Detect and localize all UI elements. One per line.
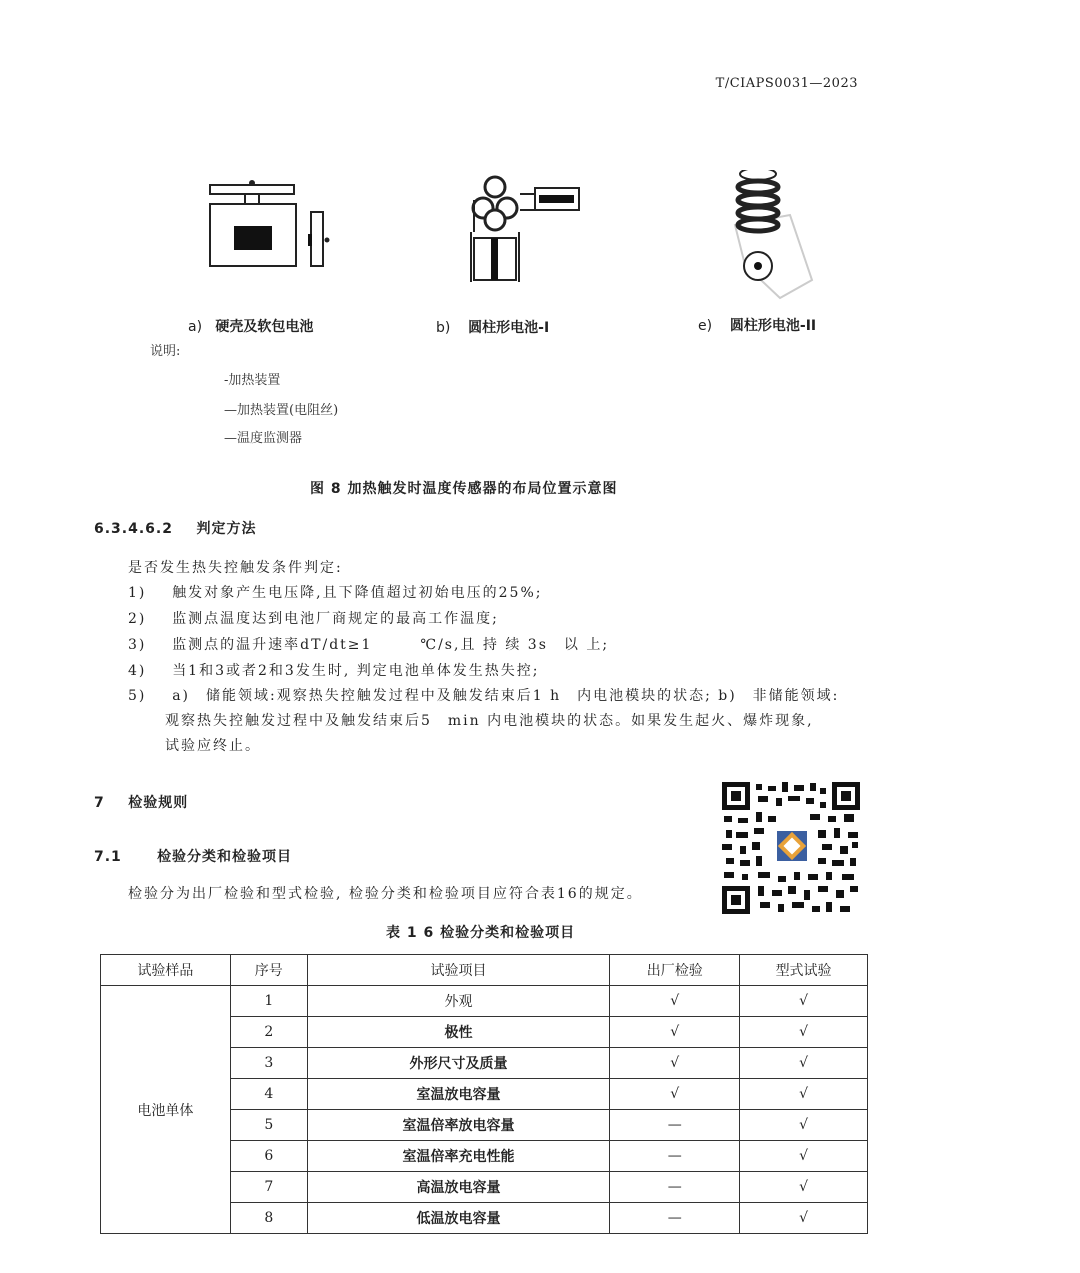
figure-label-e <box>698 315 816 335</box>
legend-item: —加热装置(电阻丝) <box>224 403 339 418</box>
list-number: 1) <box>128 585 147 601</box>
col-header-no: 序号 <box>230 955 307 986</box>
cell-factory: — <box>610 1110 740 1141</box>
cell-factory: — <box>610 1203 740 1234</box>
cell-no: 3 <box>230 1048 307 1079</box>
cylindrical-cell-i-drawing <box>471 177 579 282</box>
list-text: 当1和3或者2和3发生时, 判定电池单体发生热失控; <box>172 663 540 679</box>
figure-diagram <box>190 170 850 305</box>
list-text: 监测点的温升速率dT/dt≥1 ℃/s,且 持 续 3s 以 上; <box>172 637 610 653</box>
list-item <box>128 608 499 628</box>
table-row <box>101 986 868 1017</box>
cell-type: √ <box>740 986 868 1017</box>
cell-item: 高温放电容量 <box>307 1172 610 1203</box>
section-intro: 是否发生热失控触发条件判定: <box>128 560 343 576</box>
label-text: 硬壳及软包电池 <box>215 319 314 335</box>
cell-type: √ <box>740 1048 868 1079</box>
cell-item: 室温倍率放电容量 <box>307 1110 610 1141</box>
list-number: 3) <box>128 637 147 653</box>
group-cell: 电池单体 <box>101 986 231 1234</box>
cell-item: 极性 <box>307 1017 610 1048</box>
section-heading-6 <box>94 518 256 538</box>
cell-factory: — <box>610 1141 740 1172</box>
section-paragraph: 检验分为出厂检验和型式检验, 检验分类和检验项目应符合表16的规定。 <box>128 886 643 902</box>
table-title: 表 1 6 检验分类和检验项目 <box>386 925 576 941</box>
cell-item: 外形尺寸及质量 <box>307 1048 610 1079</box>
label-letter: a) <box>188 319 203 335</box>
cell-type: √ <box>740 1203 868 1234</box>
label-letter: e) <box>698 318 713 334</box>
section-heading-7 <box>94 792 188 812</box>
list-item <box>128 685 839 705</box>
legend-item: -加热装置 <box>224 373 281 388</box>
cell-item: 室温放电容量 <box>307 1079 610 1110</box>
label-text: 圆柱形电池-I <box>468 320 550 336</box>
section-number: 7 <box>94 795 105 811</box>
list-number: 5) <box>128 688 147 704</box>
cell-type: √ <box>740 1017 868 1048</box>
section-number: 6.3.4.6.2 <box>94 521 173 537</box>
list-item <box>128 634 609 654</box>
cell-type: √ <box>740 1172 868 1203</box>
list-item-continuation: 试验应终止。 <box>165 738 261 754</box>
cell-factory: √ <box>610 1017 740 1048</box>
list-item-continuation: 观察热失控触发过程中及触发结束后5 min 内电池模块的状态。如果发生起火、爆炸现象, <box>165 713 814 729</box>
pouch-cell-drawing <box>210 180 330 266</box>
cell-factory: √ <box>610 1048 740 1079</box>
col-header-factory: 出厂检验 <box>610 955 740 986</box>
section-title: 检验规则 <box>128 795 189 811</box>
cell-item: 外观 <box>307 986 610 1017</box>
label-text: 圆柱形电池-II <box>729 318 817 334</box>
section-title: 判定方法 <box>196 521 257 537</box>
list-text: a) 储能领域:观察热失控触发过程中及触发结束后1 h 内电池模块的状态; b) 非储能领域: <box>172 688 840 704</box>
cell-item: 低温放电容量 <box>307 1203 610 1234</box>
list-number: 4) <box>128 663 147 679</box>
cell-factory: √ <box>610 1079 740 1110</box>
list-item <box>128 660 539 680</box>
section-title: 检验分类和检验项目 <box>157 849 293 865</box>
qr-code-image[interactable] <box>722 782 860 914</box>
col-header-type: 型式试验 <box>740 955 868 986</box>
figure-caption: 图 8 加热触发时温度传感器的布局位置示意图 <box>310 481 618 497</box>
label-letter: b) <box>436 320 451 336</box>
list-number: 2) <box>128 611 147 627</box>
section-number: 7.1 <box>94 849 122 865</box>
cylindrical-cell-ii-drawing <box>735 170 812 298</box>
cell-no: 7 <box>230 1172 307 1203</box>
cell-no: 5 <box>230 1110 307 1141</box>
table-header-row <box>101 955 868 986</box>
cell-no: 4 <box>230 1079 307 1110</box>
cell-factory: — <box>610 1172 740 1203</box>
section-heading-7-1 <box>94 846 292 866</box>
cell-type: √ <box>740 1110 868 1141</box>
legend-title: 说明: <box>150 344 181 359</box>
col-header-item: 试验项目 <box>307 955 610 986</box>
figure-label-a <box>188 316 313 336</box>
cell-factory: √ <box>610 986 740 1017</box>
list-text: 监测点温度达到电池厂商规定的最高工作温度; <box>172 611 499 627</box>
cell-no: 8 <box>230 1203 307 1234</box>
document-code: T/CIAPS0031—2023 <box>715 76 858 91</box>
list-item <box>128 582 542 602</box>
list-text: 触发对象产生电压降,且下降值超过初始电压的25%; <box>172 585 543 601</box>
cell-no: 2 <box>230 1017 307 1048</box>
cell-no: 6 <box>230 1141 307 1172</box>
inspection-table <box>100 954 868 1234</box>
cell-type: √ <box>740 1141 868 1172</box>
legend-item: —温度监测器 <box>224 431 303 446</box>
figure-label-b <box>436 317 549 337</box>
cell-item: 室温倍率充电性能 <box>307 1141 610 1172</box>
col-header-sample: 试验样品 <box>101 955 231 986</box>
cell-no: 1 <box>230 986 307 1017</box>
cell-type: √ <box>740 1079 868 1110</box>
